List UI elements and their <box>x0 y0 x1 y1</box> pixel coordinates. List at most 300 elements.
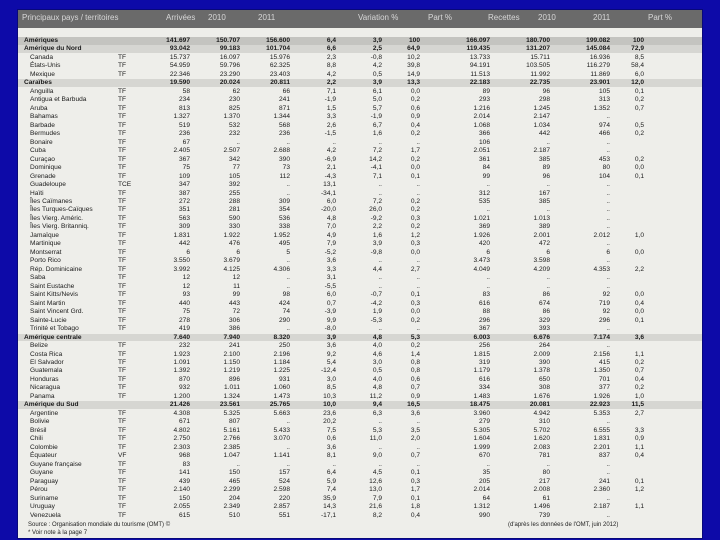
row-label: Bermudes <box>30 130 61 138</box>
row-value: 0,9 <box>410 392 420 400</box>
row-value: 199.082 <box>586 37 610 44</box>
row-value: -5,5 <box>324 282 336 290</box>
row-value: 510 <box>228 511 240 519</box>
row-value: 0,6 <box>410 104 420 112</box>
row-value: 112 <box>279 172 290 180</box>
table-row-subtotal <box>18 401 702 409</box>
row-value: 9,0 <box>372 452 382 460</box>
row-value: 1.831 <box>173 231 190 239</box>
row-value: 18.475 <box>469 401 490 409</box>
row-value: .. <box>236 460 240 468</box>
row-value: 354 <box>278 206 290 214</box>
row-value: 4.306 <box>273 265 290 273</box>
row-value: 1.245 <box>533 104 550 112</box>
row-code: TF <box>118 392 127 400</box>
row-value: 7.940 <box>223 333 240 341</box>
row-value: 6,7 <box>372 121 382 129</box>
row-value: 6 <box>486 248 490 256</box>
row-value: 0,1 <box>634 87 644 95</box>
row-value: 0,1 <box>410 291 420 299</box>
row-value: 8,1 <box>326 452 336 460</box>
row-value: .. <box>416 325 420 333</box>
table-row <box>18 351 702 359</box>
row-value: 3,6 <box>326 257 336 265</box>
table-row <box>18 300 702 308</box>
row-value: .. <box>486 282 490 290</box>
row-value: .. <box>416 274 420 282</box>
row-value: 1.926 <box>473 231 490 239</box>
row-value: 310 <box>538 418 550 426</box>
row-value: 109 <box>178 172 190 180</box>
row-value: 0,3 <box>410 299 420 307</box>
row-value: 5,3 <box>410 333 420 341</box>
row-value: 92 <box>602 291 610 299</box>
row-value: 3,3 <box>326 113 336 121</box>
row-code: TF <box>118 503 127 511</box>
row-label: Anguilla <box>30 87 54 95</box>
row-value: 67 <box>182 138 190 146</box>
row-label: Amériques <box>24 37 59 44</box>
row-value: 230 <box>228 96 240 104</box>
row-code: TF <box>118 248 127 256</box>
row-value: 0,0 <box>634 164 644 172</box>
row-value: 0,2 <box>410 198 420 205</box>
table-row <box>18 274 702 282</box>
row-value: 2.857 <box>273 503 290 511</box>
row-label: Chili <box>30 435 43 443</box>
row-code: TF <box>118 70 127 78</box>
row-value: 272 <box>178 198 190 205</box>
row-value: 99 <box>232 291 240 299</box>
header-cell: 2010 <box>208 13 226 22</box>
row-label: Curaçao <box>30 155 55 163</box>
row-value: 13,0 <box>369 486 382 494</box>
row-value: 5.353 <box>593 409 610 417</box>
row-value: 0,2 <box>634 130 644 138</box>
row-code: TF <box>118 121 127 129</box>
row-label: États-Unis <box>30 62 61 70</box>
row-value: 524 <box>278 477 290 485</box>
row-value: 2.299 <box>223 486 240 494</box>
row-label: Rép. Dominicaine <box>30 265 83 273</box>
row-value: 1.952 <box>273 231 290 239</box>
row-value: 1.225 <box>273 367 290 375</box>
header-cell: Recettes <box>488 13 520 22</box>
row-value: 1.496 <box>533 503 550 511</box>
row-value: 217 <box>538 477 550 485</box>
row-value: 0,2 <box>410 155 420 163</box>
row-value: 0,2 <box>410 130 420 138</box>
row-code: TF <box>118 240 127 248</box>
header-cell: 2010 <box>538 13 556 22</box>
row-value: .. <box>546 460 550 468</box>
table-row <box>18 266 702 274</box>
row-label: Îles Caïmanes <box>30 198 73 205</box>
row-value: 466 <box>598 130 610 138</box>
header-cell: Principaux pays / territoires <box>22 13 119 22</box>
row-value: 6.676 <box>533 333 550 341</box>
table-row <box>18 291 702 299</box>
table-row <box>18 427 702 435</box>
row-label: Saba <box>30 274 46 282</box>
row-value: 234 <box>178 96 190 104</box>
row-value: 2.187 <box>593 503 610 511</box>
row-value: -9,8 <box>370 248 382 256</box>
row-value: 104 <box>598 172 610 180</box>
row-value: 298 <box>538 96 550 104</box>
row-value: .. <box>416 282 420 290</box>
row-label: Bahamas <box>30 113 58 121</box>
row-value: 2.012 <box>593 231 610 239</box>
row-value: 54.959 <box>169 62 190 70</box>
row-value: 7,0 <box>326 223 336 231</box>
row-value: 896 <box>228 375 240 383</box>
table-row <box>18 139 702 147</box>
row-label: Colombie <box>30 443 58 451</box>
row-value: 12 <box>182 282 190 290</box>
row-value: 62.325 <box>269 62 290 70</box>
row-value: 0,2 <box>410 316 420 324</box>
row-value: 8,2 <box>372 511 382 519</box>
row-value: .. <box>416 443 420 451</box>
row-value: 6,4 <box>326 37 336 44</box>
row-value: 255 <box>228 189 240 197</box>
row-value: 347 <box>178 181 190 189</box>
header-cell: Part % <box>428 13 453 22</box>
row-value: 1,1 <box>634 503 644 511</box>
row-value: 535 <box>478 198 490 205</box>
row-value: 2,5 <box>372 45 382 53</box>
row-value: 0,1 <box>410 469 420 477</box>
row-value: 12 <box>182 274 190 282</box>
row-value: 1.060 <box>273 384 290 392</box>
row-value: 4,5 <box>372 469 382 477</box>
row-value: 420 <box>478 240 490 248</box>
row-value: 166.097 <box>466 37 490 44</box>
table-row <box>18 54 702 62</box>
row-value: 719 <box>598 299 610 307</box>
row-value: 21.426 <box>169 401 190 409</box>
table-row <box>18 190 702 198</box>
row-value: 701 <box>598 375 610 383</box>
row-code: TF <box>118 155 127 163</box>
row-value: 7,9 <box>326 240 336 248</box>
row-value: 329 <box>538 316 550 324</box>
row-value: 1.327 <box>173 113 190 121</box>
row-value: -17,1 <box>320 511 336 519</box>
row-value: 58 <box>182 87 190 95</box>
row-value: 5,9 <box>326 477 336 485</box>
table-row-subtotal <box>18 334 702 342</box>
row-value: 23.403 <box>269 70 290 78</box>
table-row <box>18 486 702 494</box>
row-value: .. <box>378 257 382 265</box>
row-value: .. <box>332 460 336 468</box>
row-label: Guadeloupe <box>30 181 66 189</box>
row-value: 256 <box>478 342 490 350</box>
row-value: 58,4 <box>631 62 644 70</box>
row-value: 3,9 <box>372 240 382 248</box>
row-value: 393 <box>538 325 550 333</box>
row-value: 0,7 <box>326 299 336 307</box>
row-value: 563 <box>178 214 190 222</box>
row-label: Îles Vierg. Améric. <box>30 214 84 222</box>
row-value: 5,3 <box>372 426 382 434</box>
row-value: 1,6 <box>372 231 382 239</box>
table-row <box>18 249 702 257</box>
row-code: TF <box>118 325 127 333</box>
row-value: .. <box>236 138 240 146</box>
row-value: 77 <box>232 164 240 172</box>
row-value: 236 <box>178 130 190 138</box>
row-value: 2.083 <box>533 443 550 451</box>
row-value: 2.385 <box>223 443 240 451</box>
row-value: 96 <box>542 87 550 95</box>
row-value: 367 <box>178 155 190 163</box>
table-row <box>18 452 702 460</box>
row-value: 0,2 <box>410 223 420 231</box>
row-value: 385 <box>538 155 550 163</box>
row-value: 26,0 <box>369 206 382 214</box>
row-code: TF <box>118 282 127 290</box>
row-value: 4.802 <box>173 426 190 434</box>
row-value: 2.147 <box>533 113 550 121</box>
row-value: 1,1 <box>634 443 644 451</box>
row-value: 7,2 <box>372 147 382 155</box>
row-value: 141.697 <box>166 37 190 44</box>
table-row <box>18 96 702 104</box>
row-code: TF <box>118 257 127 265</box>
row-value: .. <box>286 418 290 426</box>
row-value: 1,0 <box>634 392 644 400</box>
row-label: Mexique <box>30 70 55 78</box>
row-value: .. <box>416 181 420 189</box>
header-cell: 2011 <box>258 13 276 22</box>
row-value: 22.923 <box>589 401 610 409</box>
row-label: Antigua et Barbuda <box>30 96 87 104</box>
row-value: 1.999 <box>473 443 490 451</box>
row-value: 92 <box>602 308 610 316</box>
row-value: 35 <box>482 469 490 477</box>
row-label: Guyane <box>30 469 54 477</box>
table-row <box>18 164 702 172</box>
page-note: * Voir note à la page 7 <box>28 530 88 536</box>
row-value: 39,8 <box>407 62 420 70</box>
table-row <box>18 283 702 291</box>
row-value: 1.034 <box>533 121 550 129</box>
row-label: Dominique <box>30 164 62 172</box>
row-value: 14,2 <box>369 155 382 163</box>
row-value: 0,2 <box>634 155 644 163</box>
row-value: 440 <box>178 299 190 307</box>
table-header-band <box>18 10 702 28</box>
row-value: 6,0 <box>326 198 336 205</box>
row-code: TF <box>118 104 127 112</box>
row-value: 1.352 <box>593 104 610 112</box>
row-value: -4,2 <box>370 299 382 307</box>
header-cell: 2011 <box>593 13 611 22</box>
table-row <box>18 105 702 113</box>
row-value: 1,7 <box>410 147 420 155</box>
row-value: 312 <box>478 189 490 197</box>
table-row <box>18 147 702 155</box>
row-value: 93 <box>182 291 190 299</box>
table-row <box>18 435 702 443</box>
row-value: 1.312 <box>473 503 490 511</box>
row-value: 20.811 <box>270 79 290 87</box>
row-value: .. <box>378 443 382 451</box>
row-code: TF <box>118 138 127 146</box>
row-code: TF <box>118 367 127 375</box>
row-value: 2.196 <box>273 350 290 358</box>
row-code: TF <box>118 350 127 358</box>
row-value: 5.433 <box>273 426 290 434</box>
row-value: 0,2 <box>634 384 644 392</box>
row-value: 20,2 <box>323 418 336 426</box>
row-value: .. <box>378 274 382 282</box>
row-value: 100 <box>632 37 644 44</box>
row-value: 11,0 <box>369 435 382 443</box>
row-value: 2,2 <box>634 265 644 273</box>
row-value: 6,6 <box>326 45 336 53</box>
row-value: 89 <box>482 87 490 95</box>
row-value: .. <box>606 469 610 477</box>
row-value: 0,7 <box>634 367 644 375</box>
row-label: Saint Kitts/Nevis <box>30 291 79 299</box>
row-value: 3,0 <box>326 375 336 383</box>
table-row <box>18 88 702 96</box>
row-value: 2,3 <box>326 53 336 61</box>
row-code: TF <box>118 384 127 392</box>
row-value: 0,1 <box>410 172 420 180</box>
row-value: -34,1 <box>320 189 336 197</box>
row-value: 442 <box>538 130 550 138</box>
row-value: 3.598 <box>533 257 550 265</box>
row-value: 290 <box>278 316 290 324</box>
row-value: .. <box>606 511 610 519</box>
row-value: 6 <box>236 248 240 256</box>
row-value: -4,3 <box>324 172 336 180</box>
row-value: 296 <box>478 316 490 324</box>
row-value: 813 <box>178 104 190 112</box>
row-value: 7.640 <box>173 333 190 341</box>
row-value: 83 <box>182 460 190 468</box>
row-value: 4,2 <box>326 70 336 78</box>
row-value: 80 <box>542 469 550 477</box>
row-value: 1.620 <box>533 435 550 443</box>
row-value: 739 <box>538 511 550 519</box>
row-value: 16,5 <box>407 401 420 409</box>
table-row <box>18 512 702 520</box>
row-value: 0,2 <box>410 206 420 214</box>
row-value: 8,5 <box>634 53 644 61</box>
row-value: 10,3 <box>323 392 336 400</box>
row-value: .. <box>286 443 290 451</box>
row-value: .. <box>378 138 382 146</box>
row-value: 6,3 <box>372 409 382 417</box>
row-value: 10,2 <box>407 53 420 61</box>
row-value: 0,1 <box>410 494 420 502</box>
table-row <box>18 173 702 181</box>
table-row <box>18 122 702 130</box>
row-value: 1.926 <box>593 392 610 400</box>
row-label: Amérique du Nord <box>24 45 82 53</box>
row-value: 495 <box>278 240 290 248</box>
row-value: 236 <box>278 130 290 138</box>
row-value: 16.936 <box>589 53 610 61</box>
row-code: TF <box>118 231 127 239</box>
row-value: 313 <box>598 96 610 104</box>
row-value: 2,6 <box>326 121 336 129</box>
row-value: 281 <box>228 206 240 214</box>
row-value: 86 <box>542 291 550 299</box>
row-code: TF <box>118 265 127 273</box>
row-value: .. <box>546 274 550 282</box>
row-value: 3,6 <box>326 342 336 350</box>
row-value: 204 <box>228 494 240 502</box>
row-label: Pérou <box>30 486 48 494</box>
row-value: 1,1 <box>634 350 644 358</box>
row-value: 361 <box>478 155 490 163</box>
row-value: .. <box>606 214 610 222</box>
row-value: 15.711 <box>530 53 550 61</box>
row-value: 16.097 <box>219 53 240 61</box>
row-label: Suriname <box>30 494 59 502</box>
row-value: 1,8 <box>410 503 420 511</box>
row-value: 5.305 <box>473 426 490 434</box>
row-code: TF <box>118 342 127 350</box>
row-value: 390 <box>278 155 290 163</box>
row-label: Sainte-Lucie <box>30 316 67 324</box>
row-value: -1,5 <box>324 130 336 138</box>
row-value: 156.600 <box>266 37 290 44</box>
row-value: 6 <box>606 248 610 256</box>
row-label: Venezuela <box>30 511 61 519</box>
row-code: TF <box>118 460 127 468</box>
row-value: .. <box>606 206 610 214</box>
row-value: 424 <box>278 299 290 307</box>
table-row <box>18 317 702 325</box>
table-row-subtotal <box>18 79 702 87</box>
row-value: 0,2 <box>410 342 420 350</box>
row-value: -8,0 <box>324 325 336 333</box>
row-value: 14,9 <box>407 70 420 78</box>
row-value: 278 <box>178 316 190 324</box>
row-code: TF <box>118 53 127 61</box>
row-label: Nicaragua <box>30 384 61 392</box>
row-code: TF <box>118 214 127 222</box>
row-value: 871 <box>278 104 290 112</box>
row-value: 4.308 <box>173 409 190 417</box>
table-row <box>18 444 702 452</box>
row-value: .. <box>486 274 490 282</box>
row-label: Paraguay <box>30 477 59 485</box>
row-value: .. <box>286 189 290 197</box>
row-value: 167 <box>538 189 550 197</box>
row-value: 2,2 <box>372 223 382 231</box>
row-code: TF <box>118 308 127 316</box>
row-value: .. <box>378 325 382 333</box>
row-code: TF <box>118 164 127 172</box>
row-value: 0,0 <box>410 164 420 172</box>
row-label: Équateur <box>30 452 57 460</box>
row-value: 0,3 <box>410 240 420 248</box>
tourism-table <box>18 37 702 520</box>
row-value: 465 <box>228 477 240 485</box>
row-value: 99.183 <box>219 45 240 53</box>
row-value: 157 <box>278 469 290 477</box>
table-row <box>18 367 702 375</box>
